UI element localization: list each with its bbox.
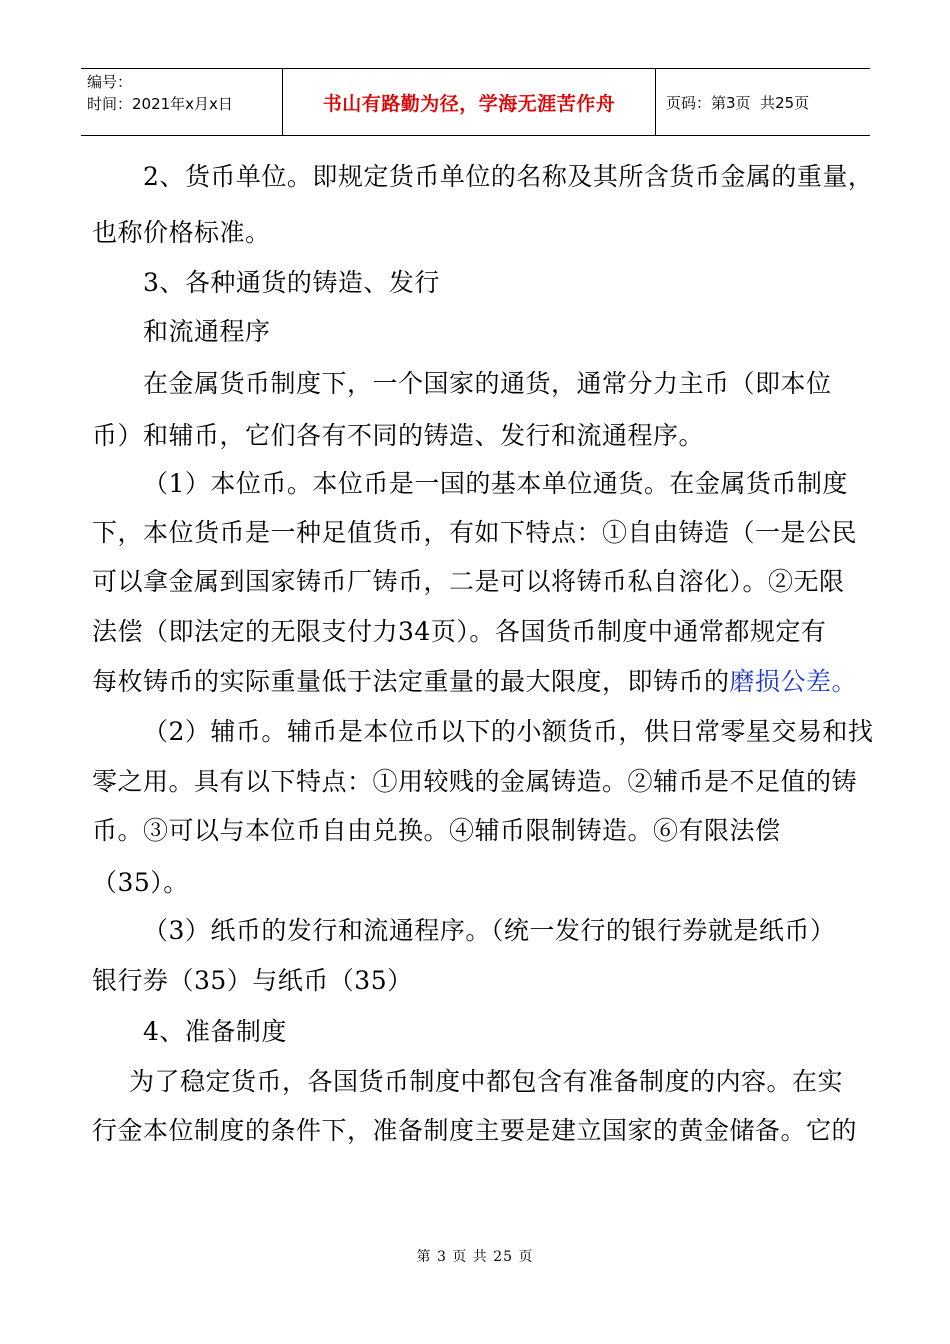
paragraph-line: 为了稳定货币，各国货币制度中都包含有准备制度的内容。在实 bbox=[129, 1067, 844, 1096]
paragraph-line: （1）本位币。本位币是一国的基本单位通货。在金属货币制度 bbox=[143, 469, 848, 498]
paragraph-line: 法偿（即法定的无限支付力34页）。各国货币制度中通常都规定有 bbox=[92, 617, 827, 646]
paragraph-line: 2、货币单位。即规定货币单位的名称及其所含货币金属的重量， bbox=[143, 162, 874, 191]
paragraph-line: （2）辅币。辅币是本位币以下的小额货币，供日常零星交易和找 bbox=[143, 717, 874, 746]
line-text: 每枚铸币的实际重量低于法定重量的最大限度，即铸币的 bbox=[92, 667, 730, 696]
paragraph-line: 零之用。具有以下特点：①用较贱的金属铸造。②辅币是不足值的铸 bbox=[92, 767, 858, 796]
paragraph-line: 可以拿金属到国家铸币厂铸币，二是可以将铸币私自溶化）。②无限 bbox=[92, 567, 845, 596]
paragraph-line: 币）和辅币，它们各有不同的铸造、发行和流通程序。 bbox=[92, 421, 705, 450]
header-motto-cell bbox=[283, 69, 656, 135]
paragraph-line: 4、准备制度 bbox=[143, 1017, 287, 1046]
paragraph-line: （35）。 bbox=[92, 868, 189, 897]
number-label: 编号： bbox=[87, 73, 133, 91]
paragraph-line: （3）纸币的发行和流通程序。（统一发行的银行券就是纸币） bbox=[143, 916, 836, 945]
page-header bbox=[81, 68, 870, 136]
page-info: 页码：第3页 共25页 bbox=[666, 93, 810, 112]
paragraph-line: 币。③可以与本位币自由兑换。④辅币限制铸造。⑥有限法偿 bbox=[92, 816, 781, 845]
page-footer: 第 3 页 共 25 页 bbox=[416, 1249, 534, 1265]
header-meta-cell bbox=[81, 69, 283, 135]
time-label: 时间：2021年x月x日 bbox=[87, 95, 233, 113]
paragraph-line: 也称价格标准。 bbox=[92, 218, 271, 247]
header-page-cell bbox=[656, 69, 870, 135]
paragraph-line: 行金本位制度的条件下，准备制度主要是建立国家的黄金储备。它的 bbox=[92, 1116, 858, 1145]
paragraph-line bbox=[92, 665, 857, 699]
paragraph-line: 3、各种通货的铸造、发行 bbox=[143, 268, 440, 297]
paragraph-line: 银行券（35）与纸币（35） bbox=[92, 966, 413, 995]
wear-tolerance-link[interactable]: 磨损公差。 bbox=[729, 667, 858, 696]
paragraph-line: 下，本位货币是一种足值货币，有如下特点：①自由铸造（一是公民 bbox=[92, 518, 858, 547]
paragraph-line: 和流通程序 bbox=[143, 317, 271, 346]
motto-text: 书山有路勤为径，学海无涯苦作舟 bbox=[322, 92, 616, 115]
paragraph-line: 在金属货币制度下，一个国家的通货，通常分力主币（即本位 bbox=[143, 369, 832, 398]
